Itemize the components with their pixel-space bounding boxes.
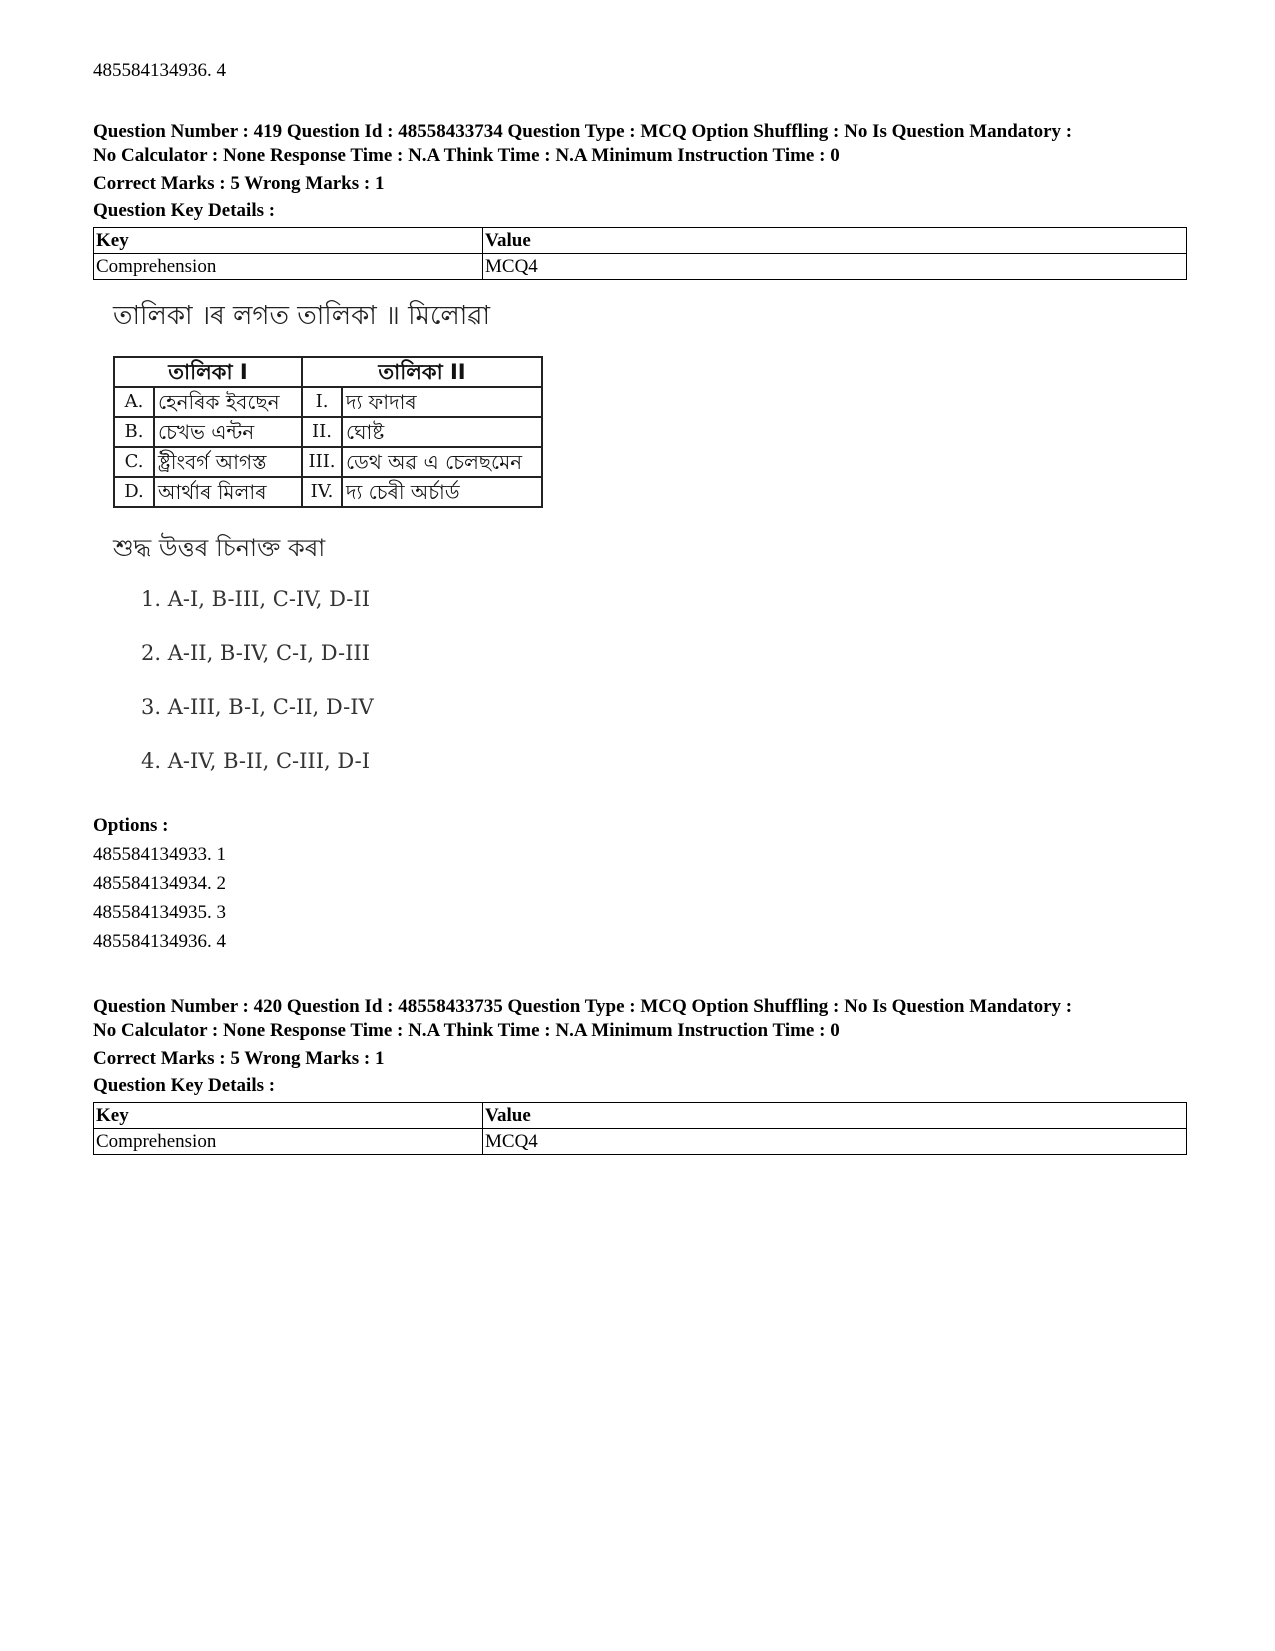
value-cell: MCQ4 bbox=[483, 254, 1187, 280]
answer-choice: 1. A-I, B-III, C-IV, D-II bbox=[141, 587, 370, 611]
row-text-right: ডেথ অৱ এ চেলছমেন bbox=[342, 447, 542, 477]
question-key-details-label: Question Key Details : bbox=[93, 1075, 276, 1096]
row-text-right: ঘোষ্ট bbox=[342, 417, 542, 447]
question-meta-line-2: No Calculator : None Response Time : N.A Think Time : N.A Minimum Instruction Time : 0 bbox=[93, 1020, 840, 1041]
option-item: 485584134936. 4 bbox=[93, 931, 226, 952]
match-table-header-left: তালিকা I bbox=[114, 357, 302, 387]
question-420-block bbox=[93, 995, 1188, 1155]
answer-choice: 2. A-II, B-IV, C-I, D-III bbox=[141, 641, 370, 665]
question-key-details-label: Question Key Details : bbox=[93, 200, 276, 221]
options-block bbox=[93, 812, 226, 956]
answer-choice: 4. A-IV, B-II, C-III, D-I bbox=[141, 749, 370, 773]
question-meta-line-1: Question Number : 419 Question Id : 48558433734 Question Type : MCQ Option Shuffling : No Is Question Mandatory : bbox=[93, 121, 1073, 142]
row-label-left: B. bbox=[114, 417, 154, 447]
row-text-right: দ্য চেৰী অৰ্চাৰ্ড bbox=[342, 477, 542, 507]
answer-choice: 3. A-III, B-I, C-II, D-IV bbox=[141, 695, 374, 719]
match-table-row bbox=[114, 447, 542, 477]
row-label-right: III. bbox=[302, 447, 342, 477]
question-meta-line-1: Question Number : 420 Question Id : 48558433735 Question Type : MCQ Option Shuffling : No Is Question Mandatory : bbox=[93, 996, 1073, 1017]
previous-option-line: 485584134936. 4 bbox=[93, 60, 226, 81]
key-cell: Comprehension bbox=[94, 1129, 483, 1155]
question-prompt: শুদ্ধ উত্তৰ চিনাক্ত কৰা bbox=[113, 534, 326, 562]
row-label-right: II. bbox=[302, 417, 342, 447]
row-label-right: IV. bbox=[302, 477, 342, 507]
key-header-cell: Key bbox=[94, 228, 483, 254]
key-table-row bbox=[94, 254, 1187, 280]
value-header-cell: Value bbox=[483, 228, 1187, 254]
match-table-row bbox=[114, 477, 542, 507]
option-item: 485584134935. 3 bbox=[93, 902, 226, 923]
match-table-header-right: তালিকা II bbox=[302, 357, 542, 387]
option-item: 485584134934. 2 bbox=[93, 873, 226, 894]
match-table-row bbox=[114, 417, 542, 447]
row-text-left: হেনৰিক ইবছেন bbox=[154, 387, 302, 417]
question-419-block bbox=[93, 120, 1188, 800]
option-item: 485584134933. 1 bbox=[93, 844, 226, 865]
match-table-header-row bbox=[114, 357, 542, 387]
question-key-table bbox=[93, 1102, 1187, 1155]
question-meta-line-2: No Calculator : None Response Time : N.A Think Time : N.A Minimum Instruction Time : 0 bbox=[93, 145, 840, 166]
match-table-row bbox=[114, 387, 542, 417]
value-header-cell: Value bbox=[483, 1103, 1187, 1129]
row-text-left: ষ্ট্ৰীংবৰ্গ আগস্ত bbox=[154, 447, 302, 477]
question-marks: Correct Marks : 5 Wrong Marks : 1 bbox=[93, 1048, 385, 1069]
row-text-left: আৰ্থাৰ মিলাৰ bbox=[154, 477, 302, 507]
question-marks: Correct Marks : 5 Wrong Marks : 1 bbox=[93, 173, 385, 194]
row-label-left: C. bbox=[114, 447, 154, 477]
row-label-left: D. bbox=[114, 477, 154, 507]
match-table bbox=[113, 356, 543, 508]
key-table-header-row bbox=[94, 1103, 1187, 1129]
row-text-right: দ্য ফাদাৰ bbox=[342, 387, 542, 417]
key-header-cell: Key bbox=[94, 1103, 483, 1129]
value-cell: MCQ4 bbox=[483, 1129, 1187, 1155]
key-table-row bbox=[94, 1129, 1187, 1155]
row-label-right: I. bbox=[302, 387, 342, 417]
key-cell: Comprehension bbox=[94, 254, 483, 280]
question-content-image bbox=[93, 296, 1188, 800]
key-table-header-row bbox=[94, 228, 1187, 254]
question-key-table bbox=[93, 227, 1187, 280]
row-text-left: চেখভ এন্টন bbox=[154, 417, 302, 447]
options-label: Options : bbox=[93, 815, 169, 836]
row-label-left: A. bbox=[114, 387, 154, 417]
question-instruction: তালিকা ।ৰ লগত তালিকা ॥ মিলোৱা bbox=[113, 301, 491, 331]
answer-choices bbox=[93, 584, 1188, 800]
